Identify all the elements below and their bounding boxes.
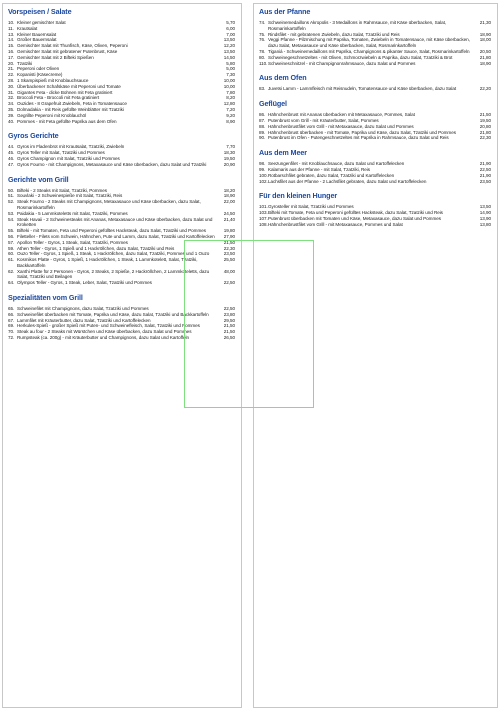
- dish-description: Gyros Fourno - mit Champignons, Metaxasauce und Käse überbacken, dazu Salat und Tzatziki: [17, 161, 207, 167]
- dish-list: [259, 204, 491, 227]
- dish-description: Kleiner gemischter Salat: [17, 20, 66, 25]
- dish-price: 10,00: [223, 83, 235, 89]
- dish-number: 78.: [259, 48, 266, 54]
- dish-description: Broccoli Feta - Broccoli mit Feta gratiniert: [17, 95, 100, 101]
- dish-item: [8, 199, 235, 211]
- dish-description: Seezungenfilet - mit Knoblauchsauce, dazu Salat und Kartoffelecken: [268, 161, 405, 167]
- dish-description: Schweinemedaillons Akropolis - 3 Medaillons in Rahmsauce, mit Käse überbacken, Salat, Rosmarinkartoffeln: [268, 20, 447, 31]
- dish-price: 5,00: [226, 66, 235, 72]
- section-title: Aus dem Meer: [259, 148, 307, 158]
- dish-number: 30.: [8, 83, 15, 89]
- dish-item: [259, 135, 491, 141]
- dish-number: 101.: [259, 204, 268, 210]
- dish-price: 18,20: [223, 187, 235, 193]
- dish-price: 14,50: [223, 54, 235, 60]
- dish-price: 7,80: [226, 89, 235, 95]
- dish-price: 5,80: [226, 60, 235, 66]
- menu-section: [259, 191, 491, 227]
- dish-number: 22.: [8, 72, 15, 78]
- dish-item: [8, 269, 235, 281]
- dish-description: Hähnchenbrustfilet vom Grill - mit Metaxasauce, dazu Salat und Pommes: [268, 123, 414, 129]
- dish-description: Veggi Pfanne - Pilzmischung mit Paprika, Tomaten, Zwiebeln in Tomatensauce, mit Käse überbacken, dazu Salat, Metaxasauce und Käse überbacken, Salat, Rosmarinkartoffeln: [268, 37, 470, 49]
- dish-price: 24,50: [223, 210, 235, 216]
- dish-price: 7,30: [226, 72, 235, 78]
- dish-price: 7,70: [226, 144, 235, 150]
- section-title: Aus der Pfanne: [259, 7, 311, 16]
- dish-number: 110.: [259, 60, 268, 66]
- dish-number: 21.: [8, 66, 15, 72]
- dish-number: 47.: [8, 161, 15, 167]
- dish-number: 46.: [8, 155, 15, 161]
- menu-page-right: [253, 3, 498, 708]
- dish-item: [8, 335, 235, 341]
- dish-price: 20,80: [479, 123, 491, 129]
- menu-section: [259, 99, 491, 141]
- dish-price: 18,90: [223, 193, 235, 199]
- dish-description: Souvlaki - 2 Schweinespieße mit Salat, Tzatziki, Reis: [17, 193, 123, 199]
- dish-number: 107.: [259, 215, 268, 221]
- menu-page-left: [2, 3, 242, 708]
- dish-description: Putenbrust im Ofen - Putengeschnetzeltes mit Paprika in Rahmsauce, dazu Salat und Reis: [268, 135, 449, 141]
- dish-number: 54.: [8, 216, 15, 222]
- dish-list: [8, 144, 235, 167]
- dish-price: 21,50: [223, 323, 235, 329]
- dish-price: 18,30: [223, 150, 235, 156]
- dish-price: 21,40: [223, 216, 235, 222]
- dish-price: 29,50: [223, 317, 235, 323]
- dish-number: 108.: [259, 221, 268, 227]
- dish-price: 21,80: [479, 54, 491, 60]
- dish-item: [259, 61, 491, 67]
- dish-price: 22,50: [479, 166, 491, 172]
- section-title: Aus dem Ofen: [259, 73, 307, 83]
- dish-description: Kosmikos Platte - Gyros, 1 Spieß, 1 Hackröllchen, 1 Steak, 1 Lammkotelett, Salat, Tzatziki, Backkartoffeln: [17, 257, 198, 268]
- dish-number: 11.: [8, 25, 14, 31]
- dish-price: 21,90: [479, 172, 491, 178]
- dish-list: [8, 188, 235, 287]
- dish-item: [8, 257, 235, 269]
- dish-item: [8, 162, 235, 168]
- dish-description: Rotbarschfilet gebraten, dazu Salat, Tzatziki und Kartoffelecken: [268, 172, 395, 178]
- dish-number: 10.: [8, 20, 15, 25]
- dish-description: Bifteki mit Tomate, Feta und Peperoni gefülltes Hacksteak, dazu Salat, Tzatziki und Reis: [268, 210, 443, 216]
- dish-price: 20,50: [479, 48, 491, 54]
- dish-description: Schweineschnitzel - mit Champignonrahmsauce, dazu Salat und Pommes: [268, 60, 416, 66]
- dish-price: 19,50: [223, 155, 235, 161]
- dish-price: 13,90: [479, 215, 491, 221]
- dish-price: 18,00: [479, 37, 491, 43]
- dish-number: 13.: [8, 31, 15, 37]
- dish-price: 12,20: [223, 43, 235, 49]
- dish-number: 44.: [8, 144, 15, 150]
- dish-description: 1 Skampispieß mit Knoblauchsauce: [17, 77, 89, 83]
- dish-description: Schweinefilet mit Champignons, dazu Salat, Tzatziki und Pommes: [17, 306, 149, 312]
- dish-price: 22,20: [479, 86, 491, 92]
- dish-number: 62.: [8, 268, 15, 274]
- dish-description: Bifteki - mit Tomaten, Feta und Peperoni gefülltes Hacksteak, dazu Salat, Tzatziki und Pommes: [17, 228, 206, 234]
- dish-number: 102.: [259, 178, 268, 184]
- dish-description: Olympos Teller - Gyros, 1 Steak, Leber, Salat, Tzatziki und Pommes: [17, 280, 152, 286]
- dish-description: Herkules-Spieß - großer Spieß mit Puten- und Schweinefleisch, Salat, Tzatziki und Pommes: [17, 323, 200, 329]
- dish-description: Gigantes Feta - dicke Bohnen mit Feta gratiniert: [17, 89, 113, 95]
- dish-number: 89.: [259, 129, 266, 135]
- dish-number: 76.: [259, 37, 266, 43]
- dish-description: Gyrosteller mit Salat, Tzatziki und Pommes: [268, 204, 354, 210]
- dish-description: Gyros im Fladenbrot mit Krautsalat, Tzatziki, Zwiebeln: [17, 144, 125, 150]
- dish-description: Ouzides - 8 Grapefruit Zwiebeln, Feta in Tomatensauce: [17, 101, 127, 107]
- dish-description: Gegrillte Peperoni mit Knoblauchöl: [17, 112, 87, 118]
- dish-description: Überbackener Schafskäse mit Peperoni und Tomate: [17, 83, 121, 89]
- dish-description: Kalamaris aus der Pfanne - mit Salat, Tzatziki, Reis: [268, 166, 370, 172]
- menu-section: [259, 73, 491, 92]
- dish-description: Hähnchenbrustfilet vom Grill - mit Metaxasauce, Pommes und Salat: [268, 221, 403, 227]
- dish-number: 56.: [8, 233, 15, 239]
- dish-price: 7,00: [226, 31, 235, 37]
- dish-description: Paidakia - 5 Lammkoteletts mit Salat, Tzatziki, Pommes: [17, 210, 128, 216]
- dish-number: 67.: [8, 317, 15, 323]
- dish-price: 22,50: [223, 306, 235, 312]
- dish-description: Großer Bauernsalat: [17, 37, 57, 43]
- dish-description: Juvetsi Lamm - Lammfleisch mit Reisnudeln, Tomatensauce und Käse überbacken, dazu Salat: [268, 86, 457, 92]
- dish-number: 53.: [8, 210, 15, 216]
- dish-item: [8, 119, 235, 125]
- dish-description: Krautsalat: [17, 25, 38, 31]
- dish-number: 52.: [8, 199, 15, 205]
- dish-price: 21,50: [223, 239, 235, 245]
- section-title: Geflügel: [259, 99, 287, 109]
- dish-number: 66.: [8, 311, 15, 317]
- dish-price: 13,50: [479, 204, 491, 210]
- dish-number: 72.: [8, 335, 15, 341]
- menu-section: [259, 148, 491, 184]
- menu-section: [8, 293, 235, 341]
- dish-price: 22,00: [223, 199, 235, 205]
- dish-price: 22,30: [479, 135, 491, 141]
- dish-description: Schweinegeschnetzeltes - mit Oliven, Schmorzwiebeln & Paprika, dazu Salat, Tzatziki & Brot: [268, 54, 453, 60]
- dish-number: 55.: [8, 228, 15, 234]
- dish-number: 39.: [8, 112, 15, 118]
- dish-description: Tzatziki: [17, 60, 33, 66]
- menu-section: [259, 7, 491, 66]
- dish-number: 103.: [259, 210, 268, 216]
- dish-number: 40.: [8, 118, 15, 124]
- dish-number: 32.: [8, 95, 15, 101]
- dish-number: 98.: [259, 161, 266, 167]
- dish-number: 83.: [259, 86, 266, 92]
- section-title: Für den kleinen Hunger: [259, 191, 338, 201]
- dish-number: 75.: [259, 31, 266, 37]
- left-column: [8, 6, 235, 341]
- dish-price: 20,90: [223, 161, 235, 167]
- dish-number: 34.: [8, 101, 15, 107]
- dish-price: 26,50: [223, 335, 235, 341]
- dish-number: 80.: [259, 54, 266, 60]
- dish-description: Bifteki - 2 Steaks mit Salat, Tzatziki, Pommes: [17, 187, 108, 193]
- dish-price: 23,50: [479, 178, 491, 184]
- dish-item: [259, 86, 491, 92]
- dish-description: Hähnchenbrust überbacken - mit Tomate, Paprika und Käse, dazu Salat, Tzatziki und Pommes: [268, 129, 456, 135]
- dish-price: 18,90: [479, 31, 491, 37]
- dish-number: 88.: [259, 123, 266, 129]
- dish-price: 8,20: [226, 95, 235, 101]
- dish-price: 13,50: [223, 37, 235, 43]
- dish-item: [8, 217, 235, 229]
- dish-number: 100.: [259, 172, 268, 178]
- dish-number: 99.: [259, 166, 266, 172]
- dish-price: 23,50: [223, 251, 235, 257]
- dish-price: 14,90: [479, 210, 491, 216]
- dish-description: Gemischter Salat mit gebratener Putenbrust, Käse: [17, 48, 118, 54]
- dish-price: 13,50: [223, 48, 235, 54]
- dish-description: Putenbrust überbacken mit Tomaten und Käse, Metaxasauce, dazu Salat und Pommes: [268, 215, 441, 221]
- dish-price: 48,00: [223, 268, 235, 274]
- dish-item: [259, 20, 491, 32]
- dish-list: [259, 20, 491, 66]
- dish-description: Peperoni oder Oliven: [17, 66, 60, 72]
- dish-description: Steak Fourno - 2 Steaks mit Champignons, Metaxasauce und Käse überbacken, dazu Salat, Rosmarinkartoffeln: [17, 199, 201, 210]
- dish-description: Lachsfilet aus der Pfanne - 2 Lachsfilet gebraten, dazu Salat und Kartoffelecken: [268, 178, 427, 184]
- dish-description: Kleiner Bauernsalat: [17, 31, 57, 37]
- dish-description: Rindsfilet - mit gebratenen Zwiebeln, dazu Salat, Tzatziki und Reis: [268, 31, 400, 37]
- dish-description: Dolmadakia - mit Reis gefüllte Weinblätter mit Tzatziki: [17, 106, 124, 112]
- dish-number: 87.: [259, 117, 266, 123]
- dish-list: [259, 86, 491, 92]
- dish-price: 5,70: [226, 20, 235, 25]
- dish-price: 12,80: [223, 101, 235, 107]
- dish-description: Kopanisti (Käsecreme): [17, 72, 63, 78]
- dish-number: 45.: [8, 150, 15, 156]
- dish-price: 21,90: [479, 161, 491, 167]
- dish-description: Rumpsteak (ca. 200g) - mit Kräuterbutter und Champignons, dazu Salat und Kartoffeln: [17, 335, 189, 341]
- dish-number: 28.: [8, 77, 15, 83]
- dish-number: 17.: [8, 54, 15, 60]
- dish-description: Gyros Teller mit Salat, Tzatziki und Pommes: [17, 150, 105, 156]
- dish-description: Gyros Champignon mit Salat, Tzatziki und Pommes: [17, 155, 120, 161]
- dish-item: [259, 222, 491, 228]
- dish-number: 59.: [8, 245, 15, 251]
- dish-description: Filetteller - Filets vom Schwein, Hähnchen, Pute und Lamm, dazu Salat, Tzatziki und Kartoffelecken: [17, 233, 215, 239]
- dish-number: 61.: [8, 257, 15, 263]
- dish-price: 19,80: [223, 228, 235, 234]
- dish-price: 6,00: [226, 25, 235, 31]
- section-title: Gyros Gerichte: [8, 131, 59, 141]
- dish-number: 16.: [8, 48, 15, 54]
- dish-description: Schweinefilet überbacken mit Tomate, Paprika und Käse, dazu Salat, Tzatziki und Backkartoffeln: [17, 311, 209, 317]
- dish-number: 31.: [8, 89, 15, 95]
- dish-description: Lammfilet mit Kräuterbutter, dazu Salat, Tzatziki und Kartoffelecken: [17, 317, 151, 323]
- dish-list: [259, 161, 491, 184]
- menu-section: [8, 7, 235, 124]
- dish-price: 8,90: [226, 118, 235, 124]
- dish-list: [8, 306, 235, 341]
- dish-price: 19,50: [479, 117, 491, 123]
- section-title: Gerichte vom Grill: [8, 174, 69, 184]
- dish-item: [8, 280, 235, 286]
- dish-price: 21,50: [223, 329, 235, 335]
- dish-number: 60.: [8, 251, 15, 257]
- dish-price: 13,80: [479, 221, 491, 227]
- dish-list: [259, 112, 491, 141]
- dish-price: 22,50: [223, 280, 235, 286]
- right-column: [259, 6, 491, 228]
- dish-list: [8, 20, 235, 124]
- dish-price: 18,90: [479, 60, 491, 66]
- dish-number: 74.: [259, 20, 266, 25]
- dish-description: Putenbrust vom Grill - mit Kräuterbutter, Salat, Pommes: [268, 117, 379, 123]
- dish-description: Athen Teller - Gyros, 1 Spieß und 1 Hackröllchen, dazu Salat, Tzatziki und Reis: [17, 245, 175, 251]
- dish-number: 90.: [259, 135, 266, 141]
- dish-number: 20.: [8, 60, 15, 66]
- dish-description: Xanthi Platte für 2 Personen - Gyros, 2 Steaks, 2 Spieße, 2 Hackröllchen, 2 Lammkoteletts, dazu Salat, Tzatziki und Beilagen: [17, 268, 210, 280]
- dish-description: Apollon Teller - Gyros, 1 Steak, Salat, Tzatziki, Pommes: [17, 239, 128, 245]
- dish-description: Gemischter Salat mit Thunfisch, Käse, Oliven, Peperoni: [17, 43, 128, 49]
- dish-description: Tiganiá - Schweinemedaillons mit Paprika, Champignons & pikanter Sauce, Salat, Rosmarinkartoffeln: [268, 48, 470, 54]
- dish-description: Steak au four - 2 Steaks mit Würstchen und Käse überbacken, dazu Salat und Pommes: [17, 329, 192, 335]
- dish-number: 15.: [8, 43, 15, 49]
- section-title: Vorspeisen / Salate: [8, 7, 72, 16]
- dish-description: Pommes - mit Feta gefüllte Paprika aus dem Ofen: [17, 118, 117, 124]
- dish-number: 70.: [8, 329, 15, 335]
- dish-number: 57.: [8, 239, 15, 245]
- dish-number: 64.: [8, 280, 15, 286]
- dish-number: 35.: [8, 106, 15, 112]
- dish-number: 69.: [8, 323, 15, 329]
- dish-number: 14.: [8, 37, 15, 43]
- dish-item: [259, 37, 491, 49]
- dish-description: Hähnchenbrust mit Ananas überbacken mit Metaxasauce, Pommes, Salat: [268, 112, 415, 118]
- dish-description: Gemischter Salat mit 2 Bifteki Spießen: [17, 54, 94, 60]
- dish-price: 21,30: [479, 20, 491, 25]
- dish-price: 27,90: [223, 233, 235, 239]
- dish-number: 86.: [259, 112, 266, 118]
- dish-number: 65.: [8, 306, 15, 312]
- dish-number: 51.: [8, 193, 15, 199]
- dish-description: Ouzo Teller - Gyros, 1 Spieß, 1 Steak, 1 Hackröllchen, dazu Salat, Tzatziki, Pommes und 1 Ouzo: [17, 251, 210, 257]
- dish-price: 25,50: [223, 257, 235, 263]
- dish-price: 22,30: [223, 245, 235, 251]
- dish-number: 50.: [8, 187, 15, 193]
- menu-section: [8, 175, 235, 287]
- dish-description: Steak Havaii - 2 Schweinesteaks mit Ananas, Metaxasauce und Käse überbacken, dazu Salat und Kroketten: [17, 216, 213, 228]
- dish-price: 21,80: [479, 129, 491, 135]
- dish-price: 7,20: [226, 106, 235, 112]
- menu-section: [8, 131, 235, 167]
- dish-price: 21,50: [479, 112, 491, 118]
- dish-price: 10,00: [223, 77, 235, 83]
- dish-item: [259, 179, 491, 185]
- dish-price: 9,20: [226, 112, 235, 118]
- section-title: Spezialitäten vom Grill: [8, 293, 83, 303]
- dish-price: 23,80: [223, 311, 235, 317]
